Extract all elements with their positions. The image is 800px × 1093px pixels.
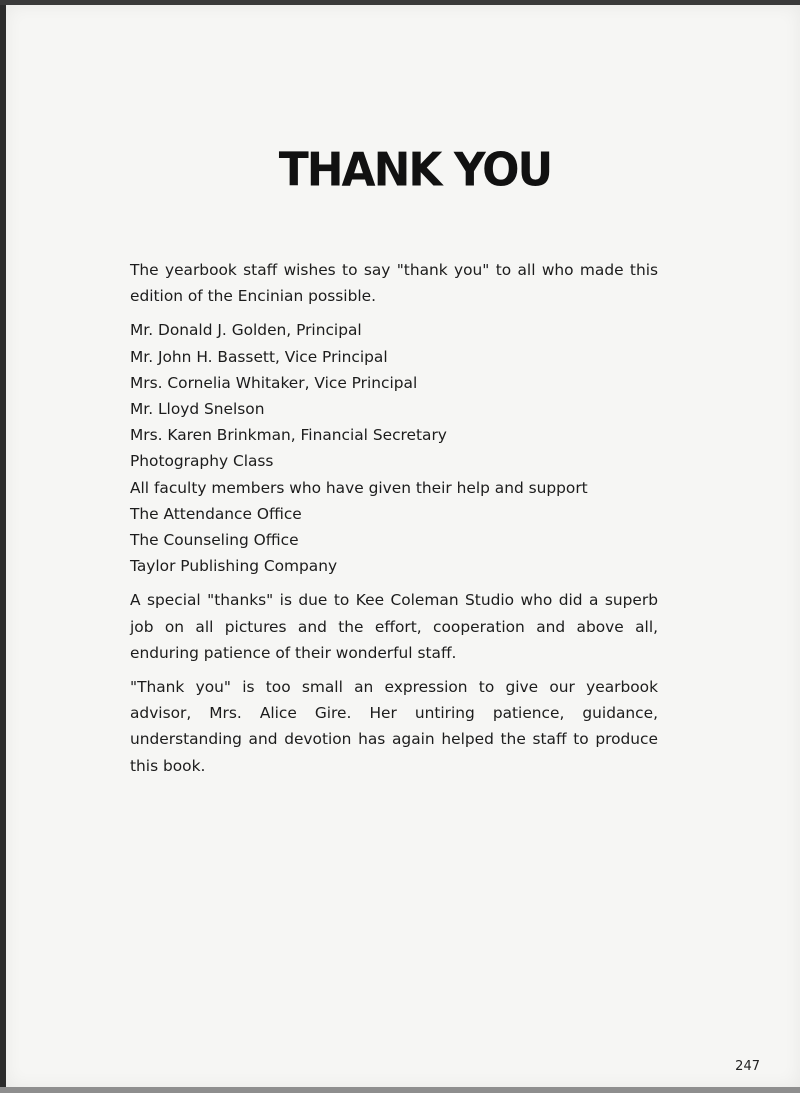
page-number: 247 [735,1059,760,1074]
list-item: Taylor Publishing Company [130,557,338,576]
list-item: Photography Class [130,452,274,471]
list-item: The Attendance Office [130,504,302,523]
list-item: The Counseling Office [130,531,299,550]
acknowledgement-list [130,317,658,579]
list-item: Mr. Donald J. Golden, Principal [130,321,362,340]
special-thanks-paragraph: A special "thanks" is due to Kee Coleman Studio who did a superb job on all pictures and the effort, cooperation and above all, enduring patience of their wonderful staff. [130,591,658,662]
advisor-paragraph: "Thank you" is too small an expression to give our yearbook advisor, Mrs. Alice Gire. Her untiring patience, guidance, understanding and devotion has again helped the staff to produce this book. [130,678,658,775]
list-item: Mr. John H. Bassett, Vice Principal [130,347,388,366]
scan-bottom-edge [0,1087,800,1093]
list-item: All faculty members who have given their help and support [130,478,588,497]
yearbook-page [6,5,800,1087]
list-item: Mr. Lloyd Snelson [130,400,265,419]
page-title: THANK YOU [278,143,552,198]
body-text [130,257,658,787]
list-item: Mrs. Cornelia Whitaker, Vice Principal [130,373,418,392]
intro-paragraph: The yearbook staff wishes to say "thank you" to all who made this edition of the Encinian possible. [130,261,658,306]
list-item: Mrs. Karen Brinkman, Financial Secretary [130,426,447,445]
